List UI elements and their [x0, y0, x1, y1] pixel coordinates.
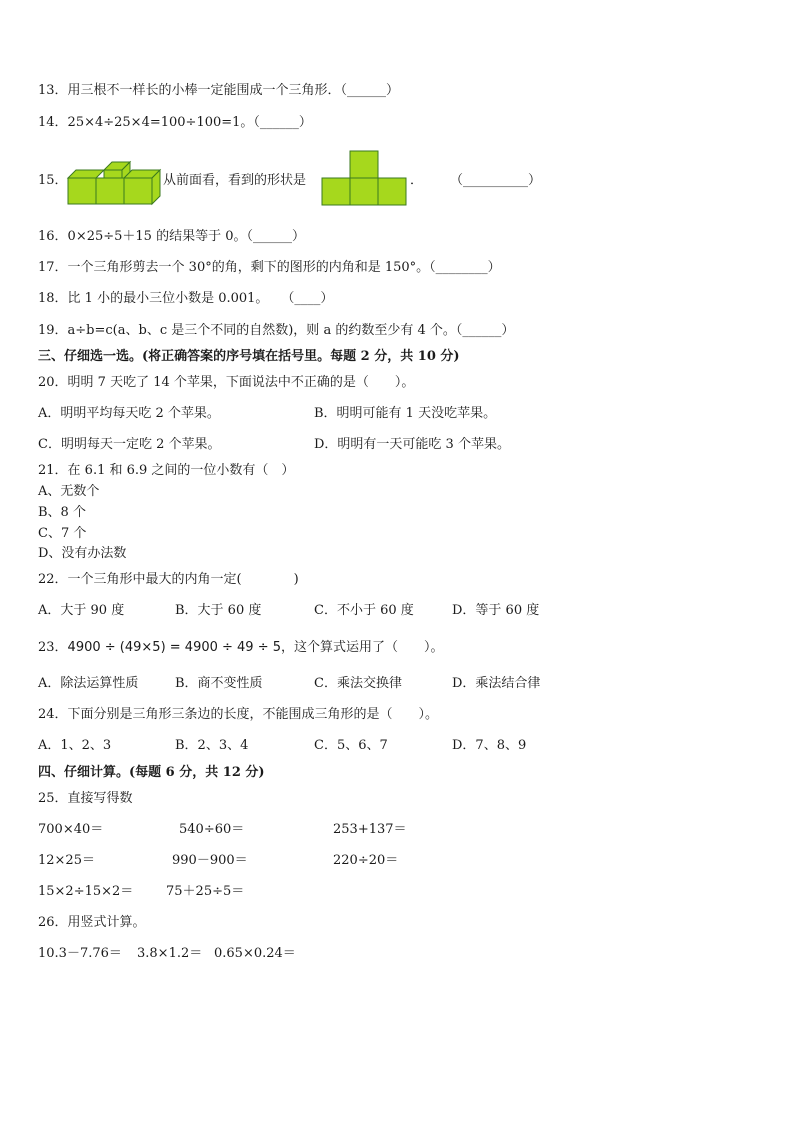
question-23-option-b: B．商不变性质	[175, 676, 263, 691]
q25-item-2: 540÷60＝	[179, 822, 245, 837]
question-25-stem: 25．直接写得数	[38, 791, 133, 806]
question-15-text: 从前面看，看到的形状是	[163, 173, 307, 188]
question-20-option-a: A．明明平均每天吃 2 个苹果。	[38, 406, 220, 421]
question-22-option-b: B．大于 60 度	[175, 603, 262, 618]
section-4-heading: 四、仔细计算。(每题 6 分，共 12 分)	[38, 765, 265, 780]
question-24-stem: 24．下面分别是三角形三条边的长度，不能围成三角形的是（ ）。	[38, 707, 439, 722]
question-26-stem: 26．用竖式计算。	[38, 915, 146, 930]
question-22-option-d: D．等于 60 度	[452, 603, 540, 618]
question-24-option-b: B．2、3、4	[175, 738, 249, 753]
question-23-stem-rest: ，这个算式运用了（ ）。	[281, 640, 444, 655]
q25-item-6: 220÷20＝	[333, 853, 399, 868]
q25-item-5: 990－900＝	[172, 853, 248, 868]
question-15-dot: ．	[410, 173, 424, 188]
question-23-number: 23．	[38, 640, 68, 655]
q25-item-4: 12×25＝	[38, 853, 95, 868]
question-13: 13．用三根不一样长的小棒一定能围成一个三角形．（______）	[38, 83, 400, 98]
question-21-option-c: C、7 个	[38, 526, 87, 541]
section-3-heading: 三、仔细选一选。(将正确答案的序号填在括号里。每题 2 分，共 10 分)	[38, 349, 460, 364]
q25-item-8: 75＋25÷5＝	[166, 884, 245, 899]
question-18: 18．比 1 小的最小三位小数是 0.001。 （____）	[38, 291, 334, 306]
q26-item-3: 0.65×0.24＝	[214, 946, 296, 961]
question-23-stem	[38, 640, 444, 656]
question-24-option-d: D．7、8、9	[452, 738, 527, 753]
cube-stack-3d-figure	[66, 158, 162, 206]
question-15-answer-blank: （__________）	[450, 173, 542, 188]
question-23-option-a: A．除法运算性质	[38, 676, 139, 691]
question-20-option-c: C．明明每天一定吃 2 个苹果。	[38, 437, 221, 452]
question-24-option-c: C．5、6、7	[314, 738, 388, 753]
question-20-option-d: D．明明有一天可能吃 3 个苹果。	[314, 437, 510, 452]
q26-item-1: 10.3－7.76＝	[38, 946, 122, 961]
question-14: 14．25×4÷25×4=100÷100=1。（______）	[38, 115, 312, 130]
question-16: 16．0×25÷5＋15 的结果等于 0。（______）	[38, 229, 305, 244]
q26-item-2: 3.8×1.2＝	[137, 946, 203, 961]
question-22-option-a: A．大于 90 度	[38, 603, 125, 618]
question-21-option-a: A、无数个	[38, 484, 100, 499]
question-21-option-d: D、没有办法数	[38, 546, 127, 561]
question-21-option-b: B、8 个	[38, 505, 86, 520]
question-22-stem: 22．一个三角形中最大的内角一定( )	[38, 572, 299, 587]
question-23-option-c: C．乘法交换律	[314, 676, 402, 691]
question-20-option-b: B．明明可能有 1 天没吃苹果。	[314, 406, 497, 421]
question-24-option-a: A．1、2、3	[38, 738, 112, 753]
question-22-option-c: C．不小于 60 度	[314, 603, 414, 618]
question-17: 17．一个三角形剪去一个 30°的角，剩下的图形的内角和是 150°。（________）	[38, 260, 501, 275]
question-23-formula: 4900 ÷ (49×5) = 4900 ÷ 49 ÷ 5	[67, 640, 282, 655]
q25-item-3: 253+137＝	[333, 822, 407, 837]
q25-item-1: 700×40＝	[38, 822, 104, 837]
q25-item-7: 15×2÷15×2＝	[38, 884, 134, 899]
front-view-figure	[321, 150, 407, 206]
question-21-stem: 21．在 6.1 和 6.9 之间的一位小数有（ ）	[38, 463, 295, 478]
question-20-stem: 20．明明 7 天吃了 14 个苹果，下面说法中不正确的是（ ）。	[38, 375, 415, 390]
question-19: 19．a÷b=c(a、b、c 是三个不同的自然数)，则 a 的约数至少有 4 个。（______）	[38, 323, 515, 338]
question-15-number: 15．	[38, 173, 68, 188]
question-23-option-d: D．乘法结合律	[452, 676, 541, 691]
